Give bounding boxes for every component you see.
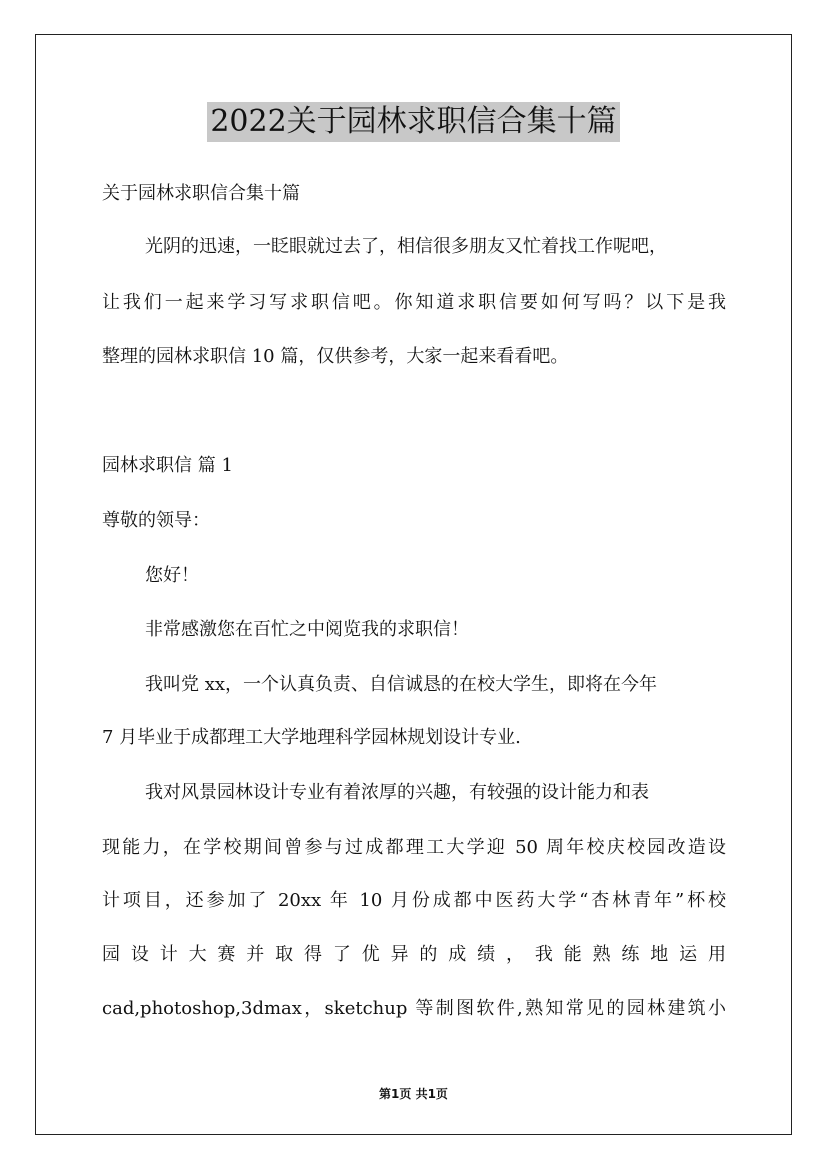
intro-line-2: 让我们一起来学习写求职信吧。你知道求职信要如何写吗？以下是我: [102, 292, 726, 313]
para2-line-2: 现能力，在学校期间曾参与过成都理工大学迎 50 周年校庆校园改造设: [102, 837, 726, 858]
intro-line-1: 光阴的迅速，一眨眼就过去了，相信很多朋友又忙着找工作呢吧，: [145, 236, 667, 257]
salutation: 尊敬的领导：: [102, 510, 210, 531]
para1-line-2: 7 月毕业于成都理工大学地理科学园林规划设计专业.: [102, 727, 521, 748]
intro-line-3: 整理的园林求职信 10 篇，仅供参考，大家一起来看看吧。: [102, 346, 569, 367]
para1-line-1: 我叫党 xx，一个认真负责、自信诚恳的在校大学生，即将在今年: [145, 674, 658, 695]
section-heading: 园林求职信 篇 1: [102, 455, 233, 476]
title-block: [0, 102, 827, 142]
subtitle: 关于园林求职信合集十篇: [102, 183, 300, 204]
thanks-line: 非常感激您在百忙之中阅览我的求职信！: [145, 619, 469, 640]
para2-line-4: 园设计大赛并取得了优异的成绩，我能熟练地运用: [102, 944, 726, 965]
document-title: 2022关于园林求职信合集十篇: [207, 102, 619, 142]
para2-line-3: 计项目，还参加了 20xx 年 10 月份成都中医药大学“杏林青年”杯校: [102, 890, 726, 911]
greeting: 您好！: [145, 565, 199, 586]
para2-line-1: 我对风景园林设计专业有着浓厚的兴趣，有较强的设计能力和表: [145, 782, 649, 803]
para2-line-5: cad,photoshop,3dmax，sketchup 等制图软件,熟知常见的园林建筑小: [102, 998, 726, 1019]
page-number: 第1页 共1页: [379, 1087, 448, 1101]
page-footer: [0, 1085, 827, 1102]
